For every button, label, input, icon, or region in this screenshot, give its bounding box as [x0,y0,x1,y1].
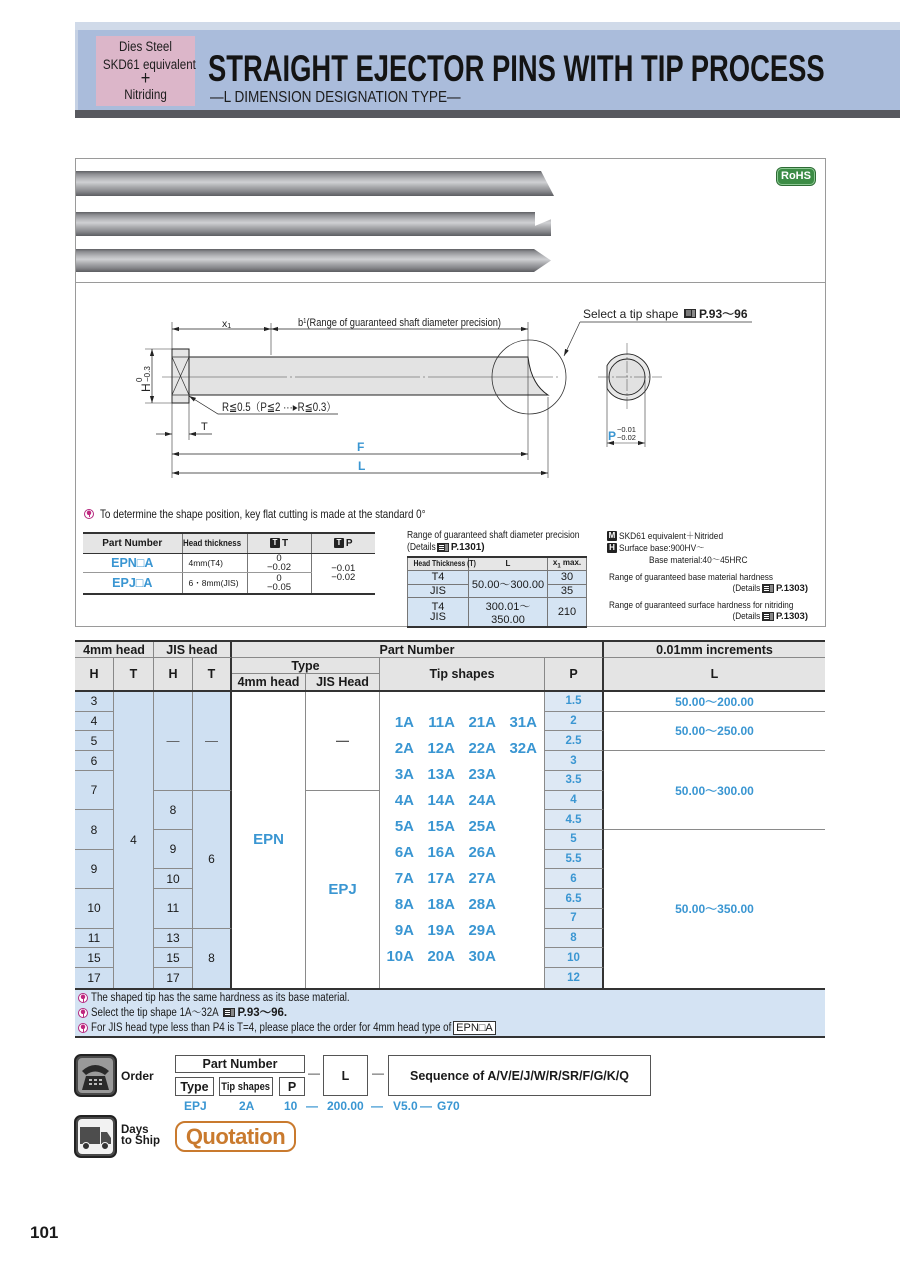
l-range-cell: 50.00～350.00 [604,830,825,988]
pin-image-conical-tip [76,249,551,272]
details-prefix: (Details [407,542,436,553]
tip-shape-code: 14A [427,791,455,809]
example-separator: — [371,1099,383,1113]
tolerance-header-t: T [281,537,289,549]
hardness-icon: H [607,543,617,553]
order-part-number-box: Part Number [175,1055,305,1073]
tip-bullet-icon [78,993,88,1003]
header-type-4mm: 4mm head [232,674,306,690]
h-4mm-cell: 11 [75,929,114,949]
header-l: L [604,658,825,690]
example-separator: — [306,1099,318,1113]
tip-shape-code: 28A [468,895,496,913]
head-thickness-cell: 4mm(T4) [182,553,247,572]
tip-bullet-icon [84,509,94,519]
p-tol-lower: −0.02 [331,572,356,584]
header-p: P [545,658,604,690]
page-title: STRAIGHT EJECTOR PINS WITH TIP PROCESS [208,48,825,89]
page-subtitle: —L DIMENSION DESIGNATION TYPE— [210,89,461,106]
precision-x1max-cell: 210 [548,597,587,627]
catalog-reference-icon [762,584,774,593]
header-part-number: Part Number [232,642,604,658]
note-boxed-part: EPN□A [453,1021,496,1035]
page-number: 101 [30,1223,59,1242]
note-line [78,991,395,1006]
hardness-base: Base material:40～45HRC [649,555,748,566]
catalog-reference-icon [762,612,774,621]
tip-shapes-line [380,762,496,788]
example-alteration-1: V5.0 [393,1099,418,1113]
panel-divider [75,282,826,283]
example-separator: — [420,1099,432,1113]
h-jis-cell: 13 [154,929,193,949]
h-4mm-cell: 3 [75,692,114,712]
l-range-cell: 50.00～250.00 [604,712,825,751]
badge-plus: + [140,68,151,89]
tolerance-header-p: P [345,537,353,549]
precision-header-x1max: $x_1$ max. [548,557,587,570]
order-tip-shapes-box: Tip shapes [219,1077,273,1096]
tip-shapes-line [380,710,537,736]
rohs-badge: RoHS [777,168,815,185]
tip-shape-code: 25A [468,817,496,835]
tip-shape-code: 16A [427,843,455,861]
p-cell: 3 [545,751,604,771]
surface-hardness-note: Range of guaranteed surface hardness for nitriding [609,600,794,611]
tip-shape-code: 26A [468,843,496,861]
p-cell: 10 [545,948,604,968]
note-line [78,1021,496,1036]
tip-shapes-line [380,736,537,762]
tip-shape-code: 22A [468,739,496,757]
h-4mm-cell: 6 [75,751,114,771]
quotation-badge: Quotation [175,1121,296,1152]
days-to-ship-label [121,1125,160,1147]
t-tol-upper: 0 [276,552,282,564]
h-jis-cell: — [154,692,193,791]
order-sequence-box: Sequence of A/V/E/J/W/R/SR/F/G/K/Q [388,1055,651,1096]
p-cell: 12 [545,968,604,988]
precision-head-cell: JIS [408,584,469,597]
header-t-4mm: T [114,658,154,690]
header-band-bottom [75,110,900,118]
tip-shape-code: 9A [394,921,414,939]
header-h-4mm: H [75,658,114,690]
h-jis-cell: 15 [154,948,193,968]
precision-x1max-cell: 35 [548,584,587,597]
tip-shape-code: 5A [394,817,414,835]
p-cell: 3.5 [545,771,604,791]
h-jis-cell: 8 [154,791,193,830]
tip-select-text: Select a tip shape [583,307,679,321]
example-l: 200.00 [327,1099,364,1113]
h-jis-cell: 11 [154,889,193,928]
tip-shapes-line [380,866,496,892]
note-text: The shaped tip has the same hardness as its base material. [91,992,350,1004]
p-tolerance-cell [311,553,375,594]
note-text: Select the tip shape 1A～32A [91,1007,219,1019]
p-cell: 6.5 [545,889,604,909]
main-table-body [75,692,825,988]
note-text: For JIS head type less than P4 is T=4, please place the order for 4mm head type of [91,1022,452,1034]
b1-label: $b^1(Range$ of guaranteed shaft diameter precision) [298,317,537,329]
tip-shape-code: 12A [427,739,455,757]
h-4mm-cell: 7 [75,771,114,810]
technical-drawing [75,284,825,499]
tip-shape-code: 3A [394,765,414,783]
tip-bullet-icon [78,1008,88,1018]
p-cell: 5 [545,830,604,850]
header-increments: 0.01mm increments [604,642,825,658]
precision-row [408,570,587,584]
tip-shape-code: 23A [468,765,496,783]
tip-shape-code: 31A [509,713,537,731]
notes-band [75,988,825,1038]
example-tip-shape: 2A [239,1099,255,1113]
h-jis-cell: 9 [154,830,193,869]
tip-shape-code: 17A [427,869,455,887]
h-4mm-cell: 4 [75,712,114,732]
h-4mm-cell: 10 [75,889,114,928]
main-table-header [75,640,825,692]
p-cell: 4.5 [545,810,604,830]
order-p-box: P [279,1077,305,1096]
tolerance-table [83,532,375,595]
tip-shape-code: 2A [394,739,414,757]
precision-table [407,556,587,628]
t-tol-lower: −0.05 [266,581,292,593]
base-hardness-note: Range of guaranteed base material hardness [609,572,773,583]
badge-line-3: Nitriding [124,87,167,102]
tip-shapes-line [380,918,496,944]
badge-line-2: SKD61 equivalent [102,57,196,72]
tip-shape-code: 4A [394,791,414,809]
header-tip-shapes: Tip shapes [380,658,545,690]
tip-shape-code: 29A [468,921,496,939]
tip-bullet-icon [78,1023,88,1033]
svg-text:H: H [139,383,153,392]
type-jis-cell: EPJ [306,791,380,988]
p-tol-upper: −0.01 [617,425,636,434]
example-type: EPJ [184,1099,207,1113]
t-tolerance-cell [247,553,311,572]
details-page-ref: P.1301) [450,542,485,553]
tip-shape-code: 6A [394,843,414,861]
header-type: Type [232,658,380,674]
tip-shapes-line [380,788,496,814]
days-to-ship-line-2: to Ship [121,1135,160,1147]
pin-image-slant-tip [76,171,554,196]
p-tol-upper: −0.01 [331,563,356,575]
days-to-ship-line-1: Days [121,1124,149,1136]
t-tol-upper: 0 [276,572,282,584]
t-jis-cell: 8 [193,929,232,988]
precision-row [408,597,587,627]
tip-shape-code: 13A [427,765,455,783]
precision-l-cell: 300.01～350.00 [469,597,548,627]
tip-shape-code: 24A [468,791,496,809]
tolerance-icon: T [334,538,344,548]
precision-header-head: Head Thickness (T) [413,559,476,569]
p-cell: 8 [545,929,604,949]
precision-details [407,542,485,553]
p-cell: 2.5 [545,731,604,751]
f-label: F [357,440,365,454]
catalog-reference-icon [684,309,696,318]
tip-shapes-line [380,892,496,918]
end-view-crosshair [598,343,662,411]
base-hardness-details: (Details P.1303) [732,583,808,594]
t-jis-cell: 6 [193,791,232,929]
tolerance-header-head-thickness: Head thickness [182,538,241,549]
note-page-ref: P.93～96. [237,1007,288,1019]
t-label: T [201,421,208,433]
tip-shape-code: 32A [509,739,537,757]
material-badge [96,36,195,106]
order-separator: — [372,1066,384,1080]
t-tol-lower: −0.02 [266,561,292,573]
tip-shape-code: 8A [394,895,414,913]
phone-icon [74,1054,117,1097]
p-cell: 4 [545,791,604,811]
part-number-cell: EPJ□A [112,575,153,590]
l-range-cell: 50.00～200.00 [604,692,825,712]
tip-shape-code: 15A [427,817,455,835]
type-4mm-cell: EPN [232,692,306,988]
h-4mm-cell: 8 [75,810,114,849]
tip-shape-code: 21A [468,713,496,731]
hardness-surface: Surface base:900HV～ [619,543,705,554]
type-jis-cell: — [306,692,380,791]
catalog-reference-icon [437,543,449,552]
dimension-lines [152,329,548,473]
order-label: Order [121,1069,154,1083]
header-type-jis: JIS Head [306,674,380,690]
p-cell: 5.5 [545,850,604,870]
precision-x1max-cell: 30 [548,570,587,584]
header-band-top [75,22,900,30]
catalog-reference-icon [223,1008,235,1017]
material-spec: SKD61 equivalent＋Nitrided [619,531,724,542]
example-p: 10 [284,1099,298,1113]
t-4mm-cell: 4 [114,692,154,988]
order-separator: — [308,1066,320,1080]
pin-image-notched-tip [76,212,551,236]
truck-icon [74,1115,117,1158]
h-jis-cell: 10 [154,869,193,889]
precision-head-cell: T4 [408,570,469,584]
h-4mm-cell: 17 [75,968,114,988]
tip-shape-code: 20A [427,947,455,965]
example-alteration-2: G70 [437,1099,460,1113]
l-label: L [358,459,366,473]
head-thickness-cell: 6・8mm(JIS) [182,572,247,594]
tip-shape-code: 11A [428,713,455,731]
tip-shape-code: 19A [427,921,455,939]
part-number-cell: EPN□A [83,553,182,572]
p-label: P [608,429,617,443]
header-jis-head: JIS head [154,642,232,658]
key-flat-note [84,505,497,519]
precision-header-l: L [469,557,548,570]
tolerance-icon: T [270,538,280,548]
badge-line-1: Dies Steel [119,39,172,54]
tip-shape-code: 30A [468,947,496,965]
svg-text:−0.3: −0.3 [143,366,152,382]
h-4mm-cell: 9 [75,850,114,889]
p-cell: 1.5 [545,692,604,712]
header-h-jis: H [154,658,193,690]
tip-shapes-cell [380,692,545,988]
order-l-box: L [323,1055,368,1096]
key-flat-note-text: To determine the shape position, key flat cutting is made at the standard 0° [100,507,427,521]
material-icon: M [608,531,616,541]
precision-head-cell: T4 JIS [408,597,469,627]
header-4mm-head: 4mm head [75,642,154,658]
tip-shape-code: 7A [394,869,414,887]
h-4mm-cell: 5 [75,731,114,751]
tip-shapes-line [380,814,496,840]
tip-select-page-ref: P.93～96 [699,307,748,321]
precision-l-cell: 50.00～300.00 [469,570,548,597]
tip-shape-code: 27A [468,869,496,887]
p-tol-lower: −0.02 [617,433,636,442]
t-tolerance-cell [247,572,311,594]
svg-text:0: 0 [135,377,144,382]
p-cell: 7 [545,909,604,929]
l-range-cell: 50.00～300.00 [604,751,825,830]
t-jis-cell: — [193,692,232,791]
radius-note: R≦0.5（P≦2 ···▸R≦0.3） [222,402,358,414]
tolerance-header-part-number: Part Number [83,533,182,553]
tip-shapes-line [380,840,496,866]
surface-hardness-details: (Details P.1303) [732,611,808,622]
precision-title: Range of guaranteed shaft diameter precision [407,530,580,541]
tip-shape-code: 18A [427,895,455,913]
note-line [78,1006,287,1021]
tolerance-row [83,553,375,572]
callout-leader [564,322,580,356]
order-type-box: Type [175,1077,214,1096]
tip-shape-code: 10A [386,947,414,965]
h-tolerance-label [135,366,153,392]
p-cell: 2 [545,712,604,732]
h-4mm-cell: 15 [75,948,114,968]
header-t-jis: T [193,658,232,690]
extension-lines [145,322,548,478]
h-jis-cell: 17 [154,968,193,988]
tip-shapes-line [380,944,496,970]
p-cell: 6 [545,869,604,889]
x1-label: x1 [222,318,232,330]
tip-shape-code: 1A [394,713,414,731]
